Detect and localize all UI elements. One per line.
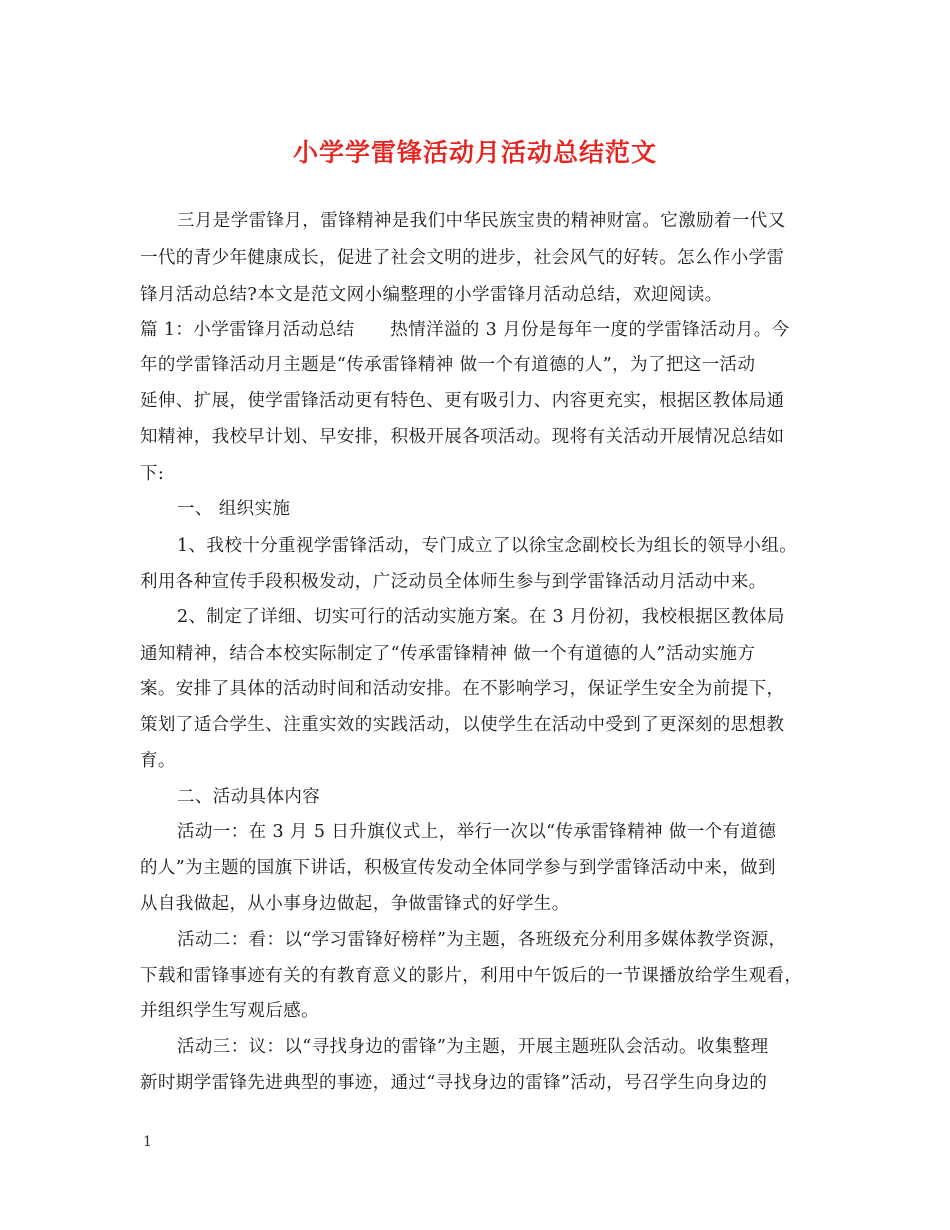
text-line: 从自我做起，从小事身边做起，争做雷锋式的好学生。 (140, 894, 570, 914)
text-line: 通知精神，结合本校实际制定了“传承雷锋精神 做一个有道德的人”活动实施方 (140, 644, 756, 664)
text-line: 一代的青少年健康成长，促进了社会文明的进步，社会风气的好转。怎么作小学雷 (140, 248, 785, 268)
document-title: 小学学雷锋活动月活动总结范文 (292, 138, 657, 167)
text-line: 并组织学生写观后感。 (140, 1001, 319, 1021)
text-line: 篇 1：小学雷锋月活动总结 热情洋溢的 3 月份是每年一度的学雷锋活动月。今 (140, 320, 790, 340)
text-line: 新时期学雷锋先进典型的事迹，通过“寻找身边的雷锋”活动，号召学生向身边的 (140, 1073, 768, 1093)
text-line: 三月是学雷锋月，雷锋精神是我们中华民族宝贵的精神财富。它激励着一代又 (177, 211, 786, 231)
page-number: 1 (143, 1134, 152, 1150)
text-line: 活动三：议：以“寻找身边的雷锋”为主题，开展主题班队会活动。收集整理 (177, 1037, 769, 1057)
text-line: 策划了适合学生、注重实效的实践活动，以使学生在活动中受到了更深刻的思想教 (140, 715, 785, 735)
text-line: 延伸、扩展，使学雷锋活动更有特色、更有吸引力、内容更充实，根据区教体局通 (140, 391, 785, 411)
section-heading: 二、活动具体内容 (177, 787, 321, 807)
text-line: 利用各种宣传手段积极发动，广泛动员全体师生参与到学雷锋活动月活动中来。 (140, 572, 767, 592)
text-line: 育。 (140, 751, 176, 771)
text-line: 年的学雷锋活动月主题是“传承雷锋精神 做一个有道德的人”，为了把这一活动 (140, 355, 756, 375)
text-line: 下载和雷锋事迹有关的有教育意义的影片，利用中午饭后的一节课播放给学生观看， (140, 966, 803, 986)
text-line: 1、我校十分重视学雷锋活动，专门成立了以徐宝念副校长为组长的领导小组。 (177, 536, 798, 556)
text-line: 下: (140, 464, 165, 484)
text-line: 活动二：看：以“学习雷锋好榜样”为主题，各班级充分利用多媒体教学资源， (177, 930, 787, 950)
section-heading: 一、 组织实施 (177, 499, 291, 519)
text-line: 案。安排了具体的活动时间和活动安排。在不影响学习，保证学生安全为前提下， (140, 679, 785, 699)
text-line: 锋月活动总结?本文是范文网小编整理的小学雷锋月活动总结，欢迎阅读。 (140, 285, 723, 305)
text-line: 活动一：在 3 月 5 日升旗仪式上，举行一次以“传承雷锋精神 做一个有道德 (177, 822, 777, 842)
text-line: 2、制定了详细、切实可行的活动实施方案。在 3 月份初，我校根据区教体局 (177, 607, 785, 627)
text-line: 的人”为主题的国旗下讲话，积极宣传发动全体同学参与到学雷锋活动中来，做到 (140, 858, 776, 878)
text-line: 知精神，我校早计划、早安排，积极开展各项活动。现将有关活动开展情况总结如 (140, 427, 785, 447)
